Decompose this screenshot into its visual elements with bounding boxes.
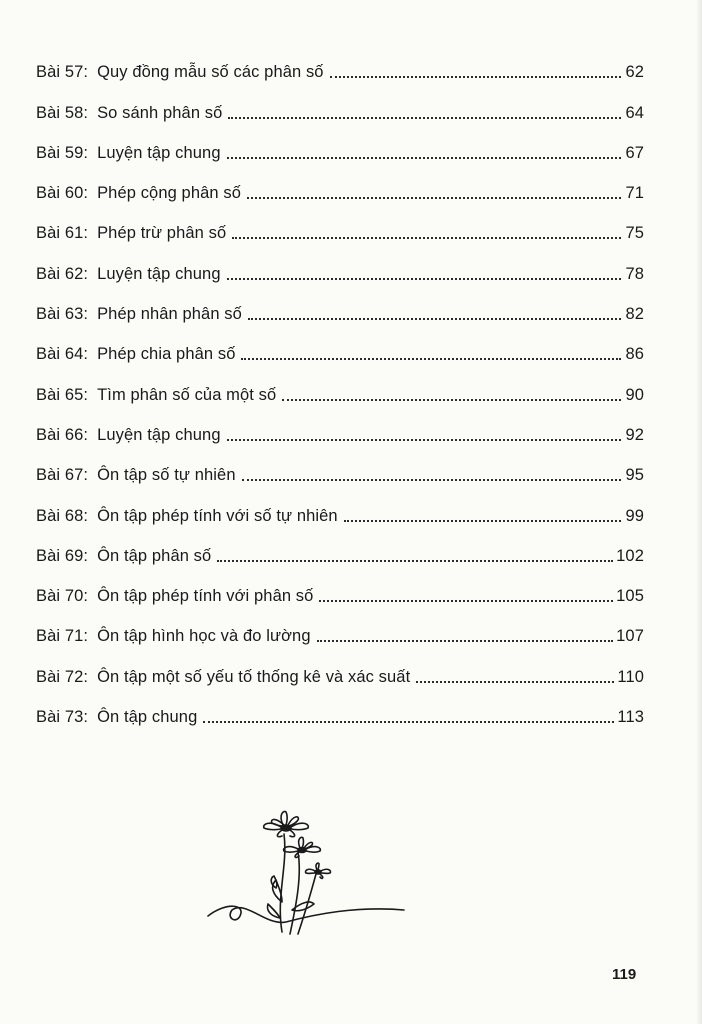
toc-dot-leader [242,478,621,481]
toc-lesson-number: Bài 60: [36,184,89,203]
toc-lesson-number: Bài 68: [36,506,89,525]
toc-entry [36,572,644,612]
toc-dot-leader [232,236,621,239]
toc-lesson-number: Bài 62: [36,264,89,283]
toc-lesson-number: Bài 65: [36,385,89,404]
toc-lesson-number: Bài 67: [36,466,89,485]
toc-dot-leader [247,196,621,199]
table-of-contents [36,48,644,733]
toc-lesson-title: Luyện tập chung [97,143,221,162]
toc-dot-leader [241,357,621,360]
toc-lesson-number: Bài 71: [36,627,89,646]
toc-page-number: 75 [625,224,644,243]
toc-lesson-number: Bài 69: [36,546,89,565]
toc-lesson-title: Quy đồng mẫu số các phân số [97,63,324,82]
toc-entry [36,491,644,531]
toc-page-number: 105 [616,587,644,606]
toc-lesson-title: Phép trừ phân số [97,224,227,243]
toc-lesson-title: Luyện tập chung [97,264,221,283]
toc-entry [36,451,644,491]
toc-dot-leader [319,599,613,602]
toc-page-number: 107 [616,627,644,646]
toc-entry [36,652,644,692]
toc-page-number: 82 [625,305,644,324]
toc-lesson-number: Bài 59: [36,143,89,162]
toc-page-number: 67 [625,143,644,162]
toc-lesson-title: Ôn tập phép tính với phân số [97,587,314,606]
toc-page-number: 90 [625,385,644,404]
toc-entry [36,370,644,410]
toc-entry [36,290,644,330]
toc-entry [36,693,644,733]
toc-lesson-number: Bài 73: [36,708,89,727]
toc-page-number: 62 [625,63,644,82]
toc-entry [36,532,644,572]
toc-lesson-title: Tìm phân số của một số [97,385,277,404]
toc-page-number: 78 [625,264,644,283]
toc-lesson-title: Ôn tập số tự nhiên [97,466,236,485]
toc-lesson-title: Ôn tập phép tính với số tự nhiên [97,506,338,525]
toc-lesson-number: Bài 57: [36,63,89,82]
toc-lesson-title: Ôn tập chung [97,708,198,727]
toc-page-number: 71 [625,184,644,203]
toc-dot-leader [203,720,614,723]
page-edge-shadow [696,0,702,1024]
toc-entry [36,129,644,169]
toc-page-number: 99 [625,506,644,525]
toc-page-number: 86 [625,345,644,364]
toc-lesson-title: Ôn tập một số yếu tố thống kê và xác suất [97,667,411,686]
toc-entry [36,612,644,652]
toc-lesson-title: Luyện tập chung [97,425,221,444]
toc-dot-leader [227,156,621,159]
toc-dot-leader [344,519,621,522]
toc-entry [36,169,644,209]
toc-dot-leader [217,559,613,562]
toc-entry [36,209,644,249]
toc-lesson-title: Phép cộng phân số [97,184,241,203]
toc-entry [36,88,644,128]
toc-lesson-number: Bài 63: [36,305,89,324]
toc-dot-leader [317,639,614,642]
toc-dot-leader [227,438,621,441]
toc-lesson-title: Phép nhân phân số [97,305,242,324]
toc-page-number: 113 [617,708,644,727]
toc-lesson-number: Bài 64: [36,345,89,364]
toc-lesson-title: Ôn tập hình học và đo lường [97,627,311,646]
flower-illustration-icon [206,806,406,946]
toc-lesson-number: Bài 61: [36,224,89,243]
toc-lesson-number: Bài 58: [36,103,89,122]
toc-lesson-title: Ôn tập phân số [97,546,212,565]
toc-lesson-number: Bài 72: [36,667,89,686]
toc-dot-leader [416,680,614,683]
toc-dot-leader [282,398,621,401]
toc-dot-leader [330,75,621,78]
toc-dot-leader [227,277,621,280]
toc-page-number: 64 [625,103,644,122]
toc-entry [36,330,644,370]
toc-lesson-number: Bài 70: [36,587,89,606]
toc-lesson-title: Phép chia phân số [97,345,236,364]
toc-dot-leader [248,317,621,320]
toc-entry [36,48,644,88]
toc-lesson-number: Bài 66: [36,425,89,444]
toc-lesson-title: So sánh phân số [97,103,223,122]
toc-page-number: 95 [625,466,644,485]
toc-page-number: 92 [625,425,644,444]
toc-dot-leader [228,116,621,119]
page-number: 119 [612,966,637,983]
toc-page-number: 110 [617,667,644,686]
toc-entry [36,249,644,289]
toc-page-number: 102 [616,546,644,565]
toc-entry [36,411,644,451]
